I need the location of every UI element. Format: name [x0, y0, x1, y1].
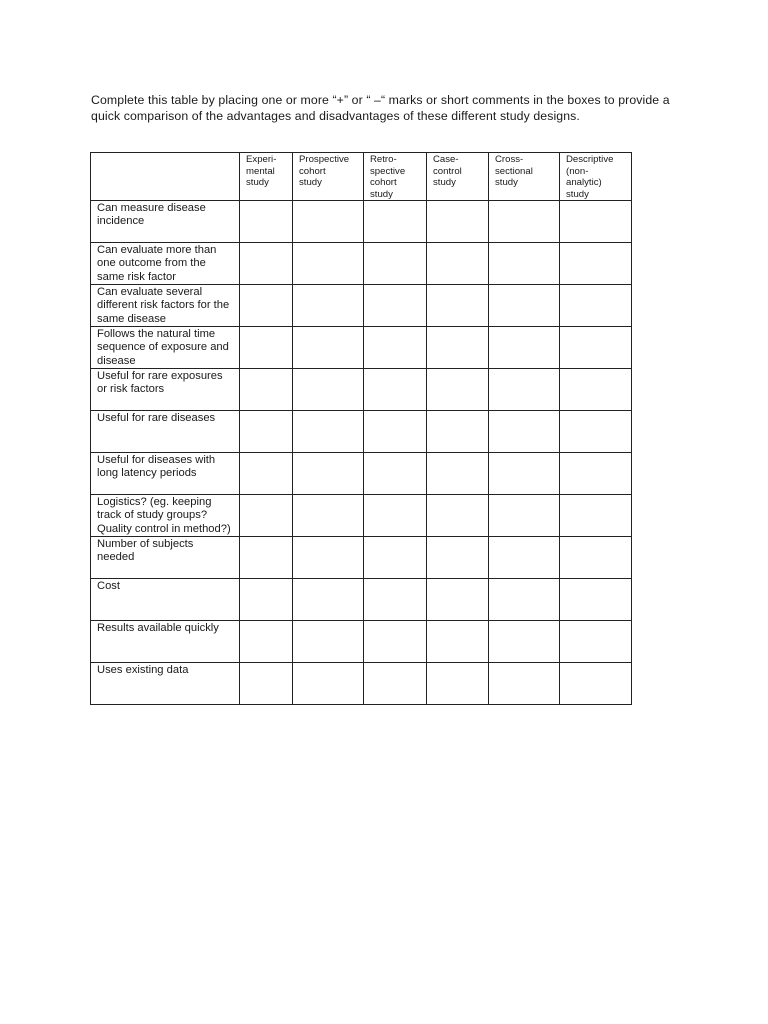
- answer-cell[interactable]: [560, 327, 632, 369]
- row-label-cell: [91, 201, 240, 243]
- answer-cell[interactable]: [489, 243, 560, 285]
- answer-cell[interactable]: [293, 285, 364, 327]
- answer-cell[interactable]: [560, 369, 632, 411]
- answer-cell[interactable]: [364, 579, 427, 621]
- row-label: Can measure disease incidence: [97, 202, 206, 228]
- table-row: [91, 369, 632, 411]
- answer-cell[interactable]: [427, 327, 489, 369]
- header-retrospective-cohort: [364, 153, 427, 201]
- answer-cell[interactable]: [560, 411, 632, 453]
- answer-cell[interactable]: [560, 453, 632, 495]
- answer-cell[interactable]: [560, 579, 632, 621]
- answer-cell[interactable]: [364, 243, 427, 285]
- table-row: [91, 495, 632, 537]
- row-label: Uses existing data: [97, 664, 189, 676]
- answer-cell[interactable]: [489, 495, 560, 537]
- row-label-cell: [91, 243, 240, 285]
- answer-cell[interactable]: [560, 663, 632, 705]
- row-label-cell: [91, 285, 240, 327]
- table-row: [91, 327, 632, 369]
- row-label: Number of subjects needed: [97, 538, 194, 564]
- row-label-cell: [91, 411, 240, 453]
- header-corner-cell: [91, 153, 240, 201]
- answer-cell[interactable]: [489, 411, 560, 453]
- answer-cell[interactable]: [293, 369, 364, 411]
- answer-cell[interactable]: [489, 201, 560, 243]
- instructions-text: [91, 92, 711, 124]
- answer-cell[interactable]: [293, 327, 364, 369]
- answer-cell[interactable]: [427, 663, 489, 705]
- answer-cell[interactable]: [364, 495, 427, 537]
- answer-cell[interactable]: [427, 537, 489, 579]
- answer-cell[interactable]: [293, 621, 364, 663]
- answer-cell[interactable]: [364, 537, 427, 579]
- answer-cell[interactable]: [489, 285, 560, 327]
- header-cross-sectional: [489, 153, 560, 201]
- header-experimental: [240, 153, 293, 201]
- answer-cell[interactable]: [240, 453, 293, 495]
- row-label-cell: [91, 663, 240, 705]
- answer-cell[interactable]: [293, 453, 364, 495]
- answer-cell[interactable]: [240, 621, 293, 663]
- table-row: [91, 243, 632, 285]
- header-label: Retro- spective cohort study: [370, 154, 406, 200]
- row-label: Can evaluate more than one outcome from the same risk factor: [97, 244, 217, 283]
- answer-cell[interactable]: [560, 243, 632, 285]
- table-row: [91, 201, 632, 243]
- instructions-line-1: Complete this table by placing one or more “+” or “ –“ marks or short comments in the boxes to provide a: [91, 93, 670, 107]
- answer-cell[interactable]: [427, 369, 489, 411]
- header-label: Cross- sectional study: [495, 154, 533, 189]
- row-label: Can evaluate several different risk factors for the same disease: [97, 286, 230, 325]
- answer-cell[interactable]: [427, 621, 489, 663]
- answer-cell[interactable]: [560, 621, 632, 663]
- answer-cell[interactable]: [489, 327, 560, 369]
- row-label-cell: [91, 453, 240, 495]
- header-label: Prospective cohort study: [299, 154, 350, 189]
- row-label-cell: [91, 579, 240, 621]
- row-label-cell: [91, 621, 240, 663]
- answer-cell[interactable]: [560, 201, 632, 243]
- answer-cell[interactable]: [427, 201, 489, 243]
- answer-cell[interactable]: [427, 243, 489, 285]
- row-label: Cost: [97, 580, 121, 592]
- row-label-cell: [91, 495, 240, 537]
- answer-cell[interactable]: [240, 285, 293, 327]
- header-label: Experi- mental study: [246, 154, 277, 189]
- table-row: [91, 453, 632, 495]
- answer-cell[interactable]: [560, 537, 632, 579]
- answer-cell[interactable]: [427, 411, 489, 453]
- answer-cell[interactable]: [489, 621, 560, 663]
- answer-cell[interactable]: [427, 495, 489, 537]
- answer-cell[interactable]: [427, 285, 489, 327]
- answer-cell[interactable]: [240, 327, 293, 369]
- row-label: Useful for diseases with long latency periods: [97, 454, 216, 480]
- row-label-cell: [91, 369, 240, 411]
- answer-cell[interactable]: [364, 453, 427, 495]
- header-label: Descriptive (non- analytic) study: [566, 154, 614, 200]
- table-body: [91, 201, 632, 705]
- answer-cell[interactable]: [560, 495, 632, 537]
- instructions-line-2: quick comparison of the advantages and disadvantages of these different study designs.: [91, 109, 580, 123]
- answer-cell[interactable]: [293, 201, 364, 243]
- header-prospective-cohort: [293, 153, 364, 201]
- answer-cell[interactable]: [489, 369, 560, 411]
- table-row: [91, 579, 632, 621]
- answer-cell[interactable]: [240, 537, 293, 579]
- answer-cell[interactable]: [427, 453, 489, 495]
- answer-cell[interactable]: [240, 201, 293, 243]
- answer-cell[interactable]: [489, 453, 560, 495]
- comparison-table: [90, 152, 632, 705]
- answer-cell[interactable]: [364, 201, 427, 243]
- answer-cell[interactable]: [489, 663, 560, 705]
- answer-cell[interactable]: [240, 411, 293, 453]
- answer-cell[interactable]: [240, 243, 293, 285]
- row-label-cell: [91, 327, 240, 369]
- answer-cell[interactable]: [293, 663, 364, 705]
- table-row: [91, 621, 632, 663]
- row-label: Results available quickly: [97, 622, 219, 634]
- answer-cell[interactable]: [240, 579, 293, 621]
- answer-cell[interactable]: [293, 243, 364, 285]
- answer-cell[interactable]: [293, 411, 364, 453]
- table-row: [91, 663, 632, 705]
- table-header-row: [91, 153, 632, 201]
- answer-cell[interactable]: [293, 537, 364, 579]
- header-descriptive: [560, 153, 632, 201]
- answer-cell[interactable]: [364, 663, 427, 705]
- row-label: Useful for rare exposures or risk factors: [97, 370, 223, 396]
- table-row: [91, 411, 632, 453]
- header-label: Case- control study: [433, 154, 462, 189]
- answer-cell[interactable]: [293, 495, 364, 537]
- answer-cell[interactable]: [240, 495, 293, 537]
- row-label: Logistics? (eg. keeping track of study groups? Quality control in method?): [97, 496, 231, 535]
- answer-cell[interactable]: [560, 285, 632, 327]
- answer-cell[interactable]: [240, 369, 293, 411]
- answer-cell[interactable]: [240, 663, 293, 705]
- answer-cell[interactable]: [364, 411, 427, 453]
- answer-cell[interactable]: [427, 579, 489, 621]
- answer-cell[interactable]: [364, 621, 427, 663]
- answer-cell[interactable]: [293, 579, 364, 621]
- answer-cell[interactable]: [364, 327, 427, 369]
- header-case-control: [427, 153, 489, 201]
- row-label: Follows the natural time sequence of exposure and disease: [97, 328, 229, 367]
- answer-cell[interactable]: [489, 579, 560, 621]
- answer-cell[interactable]: [364, 285, 427, 327]
- row-label-cell: [91, 537, 240, 579]
- table-row: [91, 537, 632, 579]
- answer-cell[interactable]: [489, 537, 560, 579]
- table-row: [91, 285, 632, 327]
- answer-cell[interactable]: [364, 369, 427, 411]
- row-label: Useful for rare diseases: [97, 412, 216, 424]
